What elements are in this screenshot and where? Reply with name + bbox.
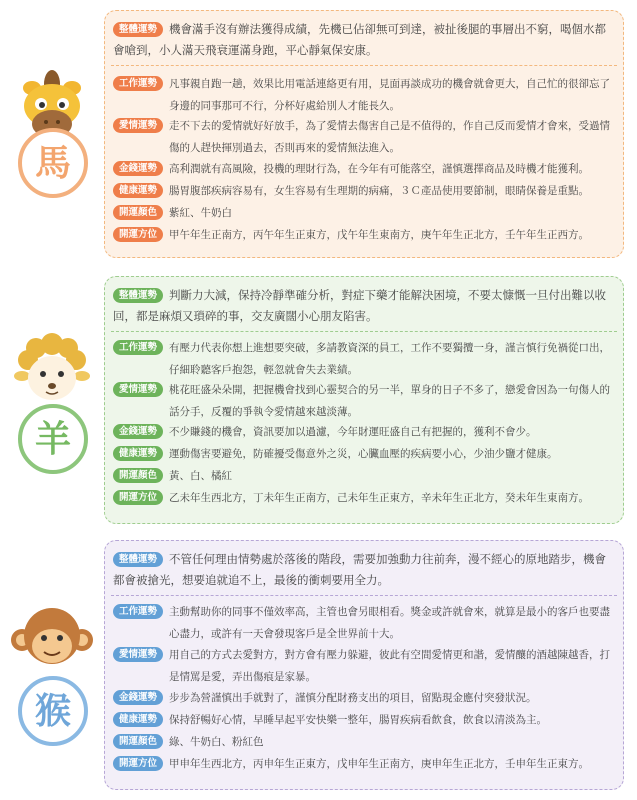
love-fortune-label: 愛情運勢 bbox=[113, 382, 163, 397]
lucky-direction-label: 開運方位 bbox=[113, 227, 163, 242]
list-item bbox=[113, 731, 615, 753]
lucky-color-text: 黃、白、橘紅 bbox=[169, 470, 232, 482]
overall-text: 機會滿手沒有辦法獲得成績，先機已佔卻無可到達，被扯後腿的事層出不窮，喝個水都會嗆到，小人滿天飛衰運滿身跑，平心靜氣保安康。 bbox=[113, 22, 606, 57]
horse-fortune-panel bbox=[104, 10, 624, 258]
work-fortune-label: 工作運勢 bbox=[113, 604, 163, 619]
goat-fortune-panel bbox=[104, 276, 624, 524]
health-fortune-text: 腸胃腹部疾病容易有，女生容易有生理期的病痛，３Ｃ產品使用要節制，眼睛保養是重點。 bbox=[169, 185, 589, 197]
lucky-color-text: 紫紅、牛奶白 bbox=[169, 207, 232, 219]
love-fortune-label: 愛情運勢 bbox=[113, 647, 163, 662]
lucky-color-label: 開運顏色 bbox=[113, 205, 163, 220]
lucky-direction-label: 開運方位 bbox=[113, 756, 163, 771]
work-fortune-label: 工作運勢 bbox=[113, 340, 163, 355]
money-fortune-text: 步步為營謹慎出手就對了，謹慎分配財務支出的項目，留點現金應付突發狀況。 bbox=[169, 692, 537, 704]
divider bbox=[111, 331, 617, 332]
lucky-color-label: 開運顏色 bbox=[113, 468, 163, 483]
overall-fortune bbox=[105, 541, 623, 591]
work-fortune-label: 工作運勢 bbox=[113, 76, 163, 91]
list-item bbox=[113, 443, 615, 465]
health-fortune-label: 健康運勢 bbox=[113, 446, 163, 461]
lucky-direction-text: 乙未年生西北方，丁未年生正南方，己未年生正東方，辛未年生正北方，癸未年生東南方。 bbox=[169, 492, 589, 504]
list-item bbox=[113, 224, 615, 246]
horse-mascot bbox=[6, 62, 98, 202]
list-item bbox=[113, 465, 615, 487]
money-fortune-text: 不少賺錢的機會，資訊要加以過濾，今年財運旺盛自己有把握的，獲利不會少。 bbox=[169, 426, 537, 438]
list-item bbox=[113, 73, 615, 117]
list-item bbox=[113, 487, 615, 509]
lucky-color-label: 開運顏色 bbox=[113, 734, 163, 749]
health-fortune-text: 保持舒暢好心情，早睡早起平安快樂一整年，腸胃疾病看飲食，飲食以清淡為主。 bbox=[169, 714, 547, 726]
lucky-direction-label: 開運方位 bbox=[113, 490, 163, 505]
list-item bbox=[113, 379, 615, 423]
list-item bbox=[113, 421, 615, 443]
health-fortune-label: 健康運勢 bbox=[113, 183, 163, 198]
zodiac-character-badge: 馬 bbox=[18, 128, 88, 198]
list-item bbox=[113, 337, 615, 381]
divider bbox=[111, 65, 617, 66]
love-fortune-text: 用自己的方式去愛對方，對方會有壓力躲避，彼此有空間愛情更和諧，愛情釀的酒越陳越香，打是情罵是愛，弄出傷痕是家暴。 bbox=[169, 649, 610, 683]
overall-fortune bbox=[105, 277, 623, 327]
list-item bbox=[113, 753, 615, 775]
zodiac-character-badge: 猴 bbox=[18, 676, 88, 746]
monkey-mascot bbox=[6, 600, 98, 750]
overall-label: 整體運勢 bbox=[113, 552, 163, 567]
lucky-direction-text: 甲申年生西北方，丙申年生正東方，戊申年生正南方，庚申年生正北方，壬申年生正東方。 bbox=[169, 758, 589, 770]
list-item bbox=[113, 644, 615, 688]
list-item bbox=[113, 180, 615, 202]
list-item bbox=[113, 687, 615, 709]
list-item bbox=[113, 709, 615, 731]
love-fortune-label: 愛情運勢 bbox=[113, 118, 163, 133]
goat-mascot bbox=[6, 330, 98, 470]
health-fortune-label: 健康運勢 bbox=[113, 712, 163, 727]
money-fortune-label: 金錢運勢 bbox=[113, 690, 163, 705]
overall-text: 不管任何理由情勢處於落後的階段，需要加強動力往前奔，漫不經心的原地踏步，機會都會被搶光，想要追就追不上，最後的衝刺要用全力。 bbox=[113, 552, 606, 587]
overall-label: 整體運勢 bbox=[113, 288, 163, 303]
overall-fortune bbox=[105, 11, 623, 61]
money-fortune-label: 金錢運勢 bbox=[113, 161, 163, 176]
list-item bbox=[113, 601, 615, 645]
zodiac-character-badge: 羊 bbox=[18, 404, 88, 474]
overall-label: 整體運勢 bbox=[113, 22, 163, 37]
list-item bbox=[113, 158, 615, 180]
money-fortune-label: 金錢運勢 bbox=[113, 424, 163, 439]
love-fortune-text: 桃花旺盛朵朵開，把握機會找到心靈契合的另一半，單身的日子不多了，戀愛會因為一句傷人的話分手，反覆的爭執令愛情越來越淡薄。 bbox=[169, 384, 610, 418]
work-fortune-text: 主動幫助你的同事不僅效率高，主管也會另眼相看。獎金或許就會來，就算是最小的客戶也要盡心盡力，或許有一天會發現客戶是全世界前十大。 bbox=[169, 606, 610, 640]
love-fortune-text: 走不下去的愛情就好好放手，為了愛情去傷害自己是不值得的，作自己反而愛情才會來，受過情傷的人趕快揮別過去，否則再來的愛情無法進入。 bbox=[169, 120, 610, 154]
work-fortune-text: 有壓力代表你想上進想要突破，多請教資深的員工，工作不要獨攬一身，謹言慎行免禍從口出，仔細聆聽客戶抱怨，輕忽就會失去業績。 bbox=[169, 342, 610, 376]
work-fortune-text: 凡事親自跑一趟，效果比用電話連絡更有用，見面再談成功的機會就會更大，自己忙的很卻忘了身邊的同事那可不行，分杯好處給別人才能長久。 bbox=[169, 78, 610, 112]
overall-text: 判斷力大減，保持冷靜準確分析，對症下藥才能解決困境，不要太慷慨一旦付出難以收回，都是麻煩又瑣碎的事，交友廣闊小心朋友陷害。 bbox=[113, 288, 606, 323]
list-item bbox=[113, 115, 615, 159]
lucky-direction-text: 甲午年生正南方，丙午年生正東方，戊午年生東南方，庚午年生正北方，壬午年生正西方。 bbox=[169, 229, 589, 241]
divider bbox=[111, 595, 617, 596]
health-fortune-text: 運動傷害要避免，防確擾受傷意外之災，心臟血壓的疾病要小心，少油少鹽才健康。 bbox=[169, 448, 558, 460]
list-item bbox=[113, 202, 615, 224]
lucky-color-text: 綠、牛奶白、粉紅色 bbox=[169, 736, 264, 748]
monkey-fortune-panel bbox=[104, 540, 624, 790]
money-fortune-text: 高利潤就有高風險，投機的理財行為，在今年有可能落空，謹慎選擇商品及時機才能獲利。 bbox=[169, 163, 589, 175]
